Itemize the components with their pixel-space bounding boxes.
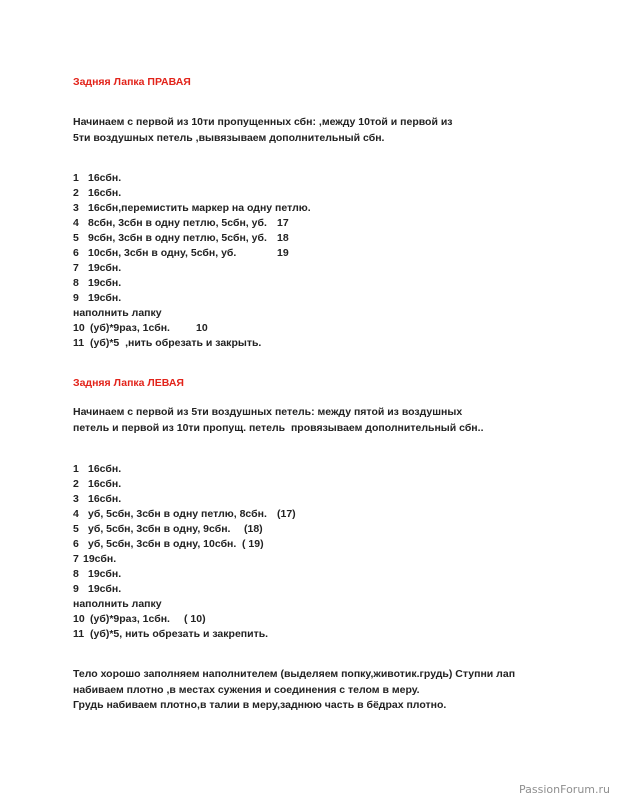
row-instruction: (уб)*9раз, 1сбн. xyxy=(90,322,170,334)
row-instruction: 16сбн. xyxy=(88,478,122,490)
row-number: 4 xyxy=(73,508,79,520)
row-number: 7 xyxy=(73,262,79,274)
row-number: 11 xyxy=(73,628,85,640)
body-note-line: Грудь набиваем плотно,в талии в меру,заднюю часть в бёдрах плотно. xyxy=(73,699,447,711)
row-number: 10 xyxy=(73,613,85,625)
row-instruction: наполнить лапку xyxy=(73,598,162,610)
row-stitch-count: 19 xyxy=(277,247,289,259)
intro-line: Начинаем с первой из 10ти пропущенных сбн: ,между 10той и первой из xyxy=(73,116,453,128)
row-instruction: уб, 5сбн, 3сбн в одну, 10сбн. xyxy=(88,538,237,550)
row-stitch-count: (18) xyxy=(244,523,263,535)
row-instruction: 19сбн. xyxy=(88,277,122,289)
row-instruction: (уб)*5, нить обрезать и закрепить. xyxy=(90,628,269,640)
row-instruction: (уб)*5 ,нить обрезать и закрыть. xyxy=(90,337,262,349)
intro-line: Начинаем с первой из 5ти воздушных петель: между пятой из воздушных xyxy=(73,406,463,418)
row-instruction: 19сбн. xyxy=(88,292,122,304)
row-number: 2 xyxy=(73,187,79,199)
row-number: 9 xyxy=(73,583,79,595)
row-stitch-count: (17) xyxy=(277,508,296,520)
row-instruction: 9сбн, 3сбн в одну петлю, 5сбн, уб. xyxy=(88,232,267,244)
row-number: 8 xyxy=(73,277,79,289)
row-instruction: 19сбн. xyxy=(88,568,122,580)
row-number: 1 xyxy=(73,463,79,475)
row-stitch-count: 10 xyxy=(196,322,208,334)
watermark: PassionForum.ru xyxy=(519,783,610,796)
row-instruction: 16сбн. xyxy=(88,493,122,505)
row-stitch-count: 17 xyxy=(277,217,289,229)
row-stitch-count: ( 10) xyxy=(184,613,206,625)
row-instruction: 10сбн, 3сбн в одну, 5сбн, уб. xyxy=(88,247,237,259)
row-instruction: 16сбн. xyxy=(88,463,122,475)
section-title-left: Задняя Лапка ЛЕВАЯ xyxy=(73,377,184,389)
row-number: 5 xyxy=(73,523,79,535)
section-title-right: Задняя Лапка ПРАВАЯ xyxy=(73,76,191,88)
intro-line: петель и первой из 10ти пропущ. петель провязываем дополнительный сбн.. xyxy=(73,422,484,434)
row-stitch-count: 18 xyxy=(277,232,289,244)
row-number: 6 xyxy=(73,538,79,550)
row-number: 10 xyxy=(73,322,85,334)
row-instruction: 19сбн. xyxy=(88,262,122,274)
body-note-line: набиваем плотно ,в местах сужения и соединения с телом в меру. xyxy=(73,684,420,696)
row-number: 1 xyxy=(73,172,79,184)
row-number: 5 xyxy=(73,232,79,244)
body-note-line: Тело хорошо заполняем наполнителем (выделяем попку,животик.грудь) Ступни лап xyxy=(73,668,516,680)
row-instruction: уб, 5сбн, 3сбн в одну петлю, 8сбн. xyxy=(88,508,267,520)
row-instruction: 8сбн, 3сбн в одну петлю, 5сбн, уб. xyxy=(88,217,267,229)
row-stitch-count: ( 19) xyxy=(242,538,264,550)
row-instruction: 19сбн. xyxy=(83,553,117,565)
row-number: 11 xyxy=(73,337,85,349)
row-number: 9 xyxy=(73,292,79,304)
row-instruction: 16сбн. xyxy=(88,187,122,199)
row-instruction: уб, 5сбн, 3сбн в одну, 9сбн. xyxy=(88,523,231,535)
row-number: 6 xyxy=(73,247,79,259)
row-instruction: 19сбн. xyxy=(88,583,122,595)
row-number: 3 xyxy=(73,202,79,214)
row-number: 3 xyxy=(73,493,79,505)
row-number: 2 xyxy=(73,478,79,490)
row-instruction: 16сбн,перемистить маркер на одну петлю. xyxy=(88,202,311,214)
row-number: 4 xyxy=(73,217,79,229)
row-instruction: 16сбн. xyxy=(88,172,122,184)
row-instruction: (уб)*9раз, 1сбн. xyxy=(90,613,170,625)
row-number: 7 xyxy=(73,553,79,565)
row-number: 8 xyxy=(73,568,79,580)
intro-line: 5ти воздушных петель ,вывязываем дополнительный сбн. xyxy=(73,132,385,144)
row-instruction: наполнить лапку xyxy=(73,307,162,319)
